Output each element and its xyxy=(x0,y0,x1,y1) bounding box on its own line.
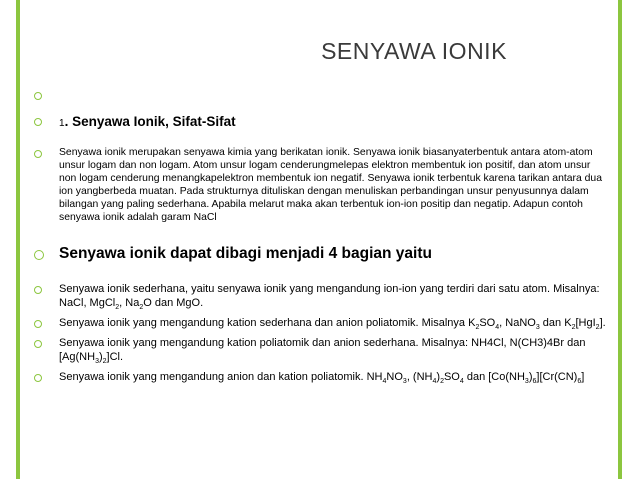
left-border-line xyxy=(16,0,20,479)
list-item: Senyawa ionik yang mengandung anion dan kation poliatomik. $NH_4NO_3$, $(NH_4)_2SO_4$ dan $[Co(NH_3)_6][Cr(CN)_6]$ xyxy=(34,370,609,384)
heading-1-text: . Senyawa Ionik, Sifat-Sifat xyxy=(64,114,236,129)
bullet-icon xyxy=(34,340,42,348)
bullet-icon xyxy=(34,250,44,260)
bullet-icon xyxy=(34,286,42,294)
list-item: Senyawa ionik sederhana, yaitu senyawa ionik yang mengandung ion-ion yang terdiri dari satu atom. Misalnya: NaCl, MgCl$_2$, $Na_2O$ dan MgO. xyxy=(34,282,609,310)
heading-1 xyxy=(34,113,609,132)
heading-2 xyxy=(34,244,609,263)
empty-bullet-item xyxy=(34,88,609,102)
paragraph-item xyxy=(34,146,609,224)
bullet-icon xyxy=(34,118,42,126)
list-item: Senyawa ionik yang mengandung kation sederhana dan anion poliatomik. Misalnya $K_2SO_4$, NaNO$_3$ dan $K_2[HgI_2]$. xyxy=(34,316,609,330)
bullet-icon xyxy=(34,92,42,100)
heading-2-text: Senyawa ionik dapat dibagi menjadi 4 bagian yaitu xyxy=(59,245,432,262)
list-item: Senyawa ionik yang mengandung kation poliatomik dan anion sederhana. Misalnya: NH4Cl, N(CH3)4Br dan $[Ag(NH_3)_2]Cl$. xyxy=(34,336,609,364)
bullet-icon xyxy=(34,374,42,382)
paragraph-text: Senyawa ionik merupakan senyawa kimia yang berikatan ionik. Senyawa ionik biasanyaterbentuk antara atom-atom unsur logam dan non logam. Atom unsur logam cenderungmelepas elektron membentuk ion positif, dan atom unsur non logam cenderung menangkapelektron membentuk ion negatif. Senyawa ionik terbentuk karena tarikan antara dua ion yangberbeda muatan. Pada strukturnya dituliskan dengan menuliskan perbandingan unsur penyusunnya dalam bilangan yang paling sederhana. Apabila melarut maka akan terbentuk ion-ion positip dan negatip. Adapun contoh senyawa ionik adalah garam NaCl xyxy=(59,147,602,223)
heading-1-number: 1 xyxy=(59,118,65,129)
bullet-icon xyxy=(34,150,42,158)
right-border-line xyxy=(618,0,622,479)
slide-title: SENYAWA IONIK xyxy=(321,38,507,64)
bullet-icon xyxy=(34,320,42,328)
slide-content xyxy=(34,88,609,384)
